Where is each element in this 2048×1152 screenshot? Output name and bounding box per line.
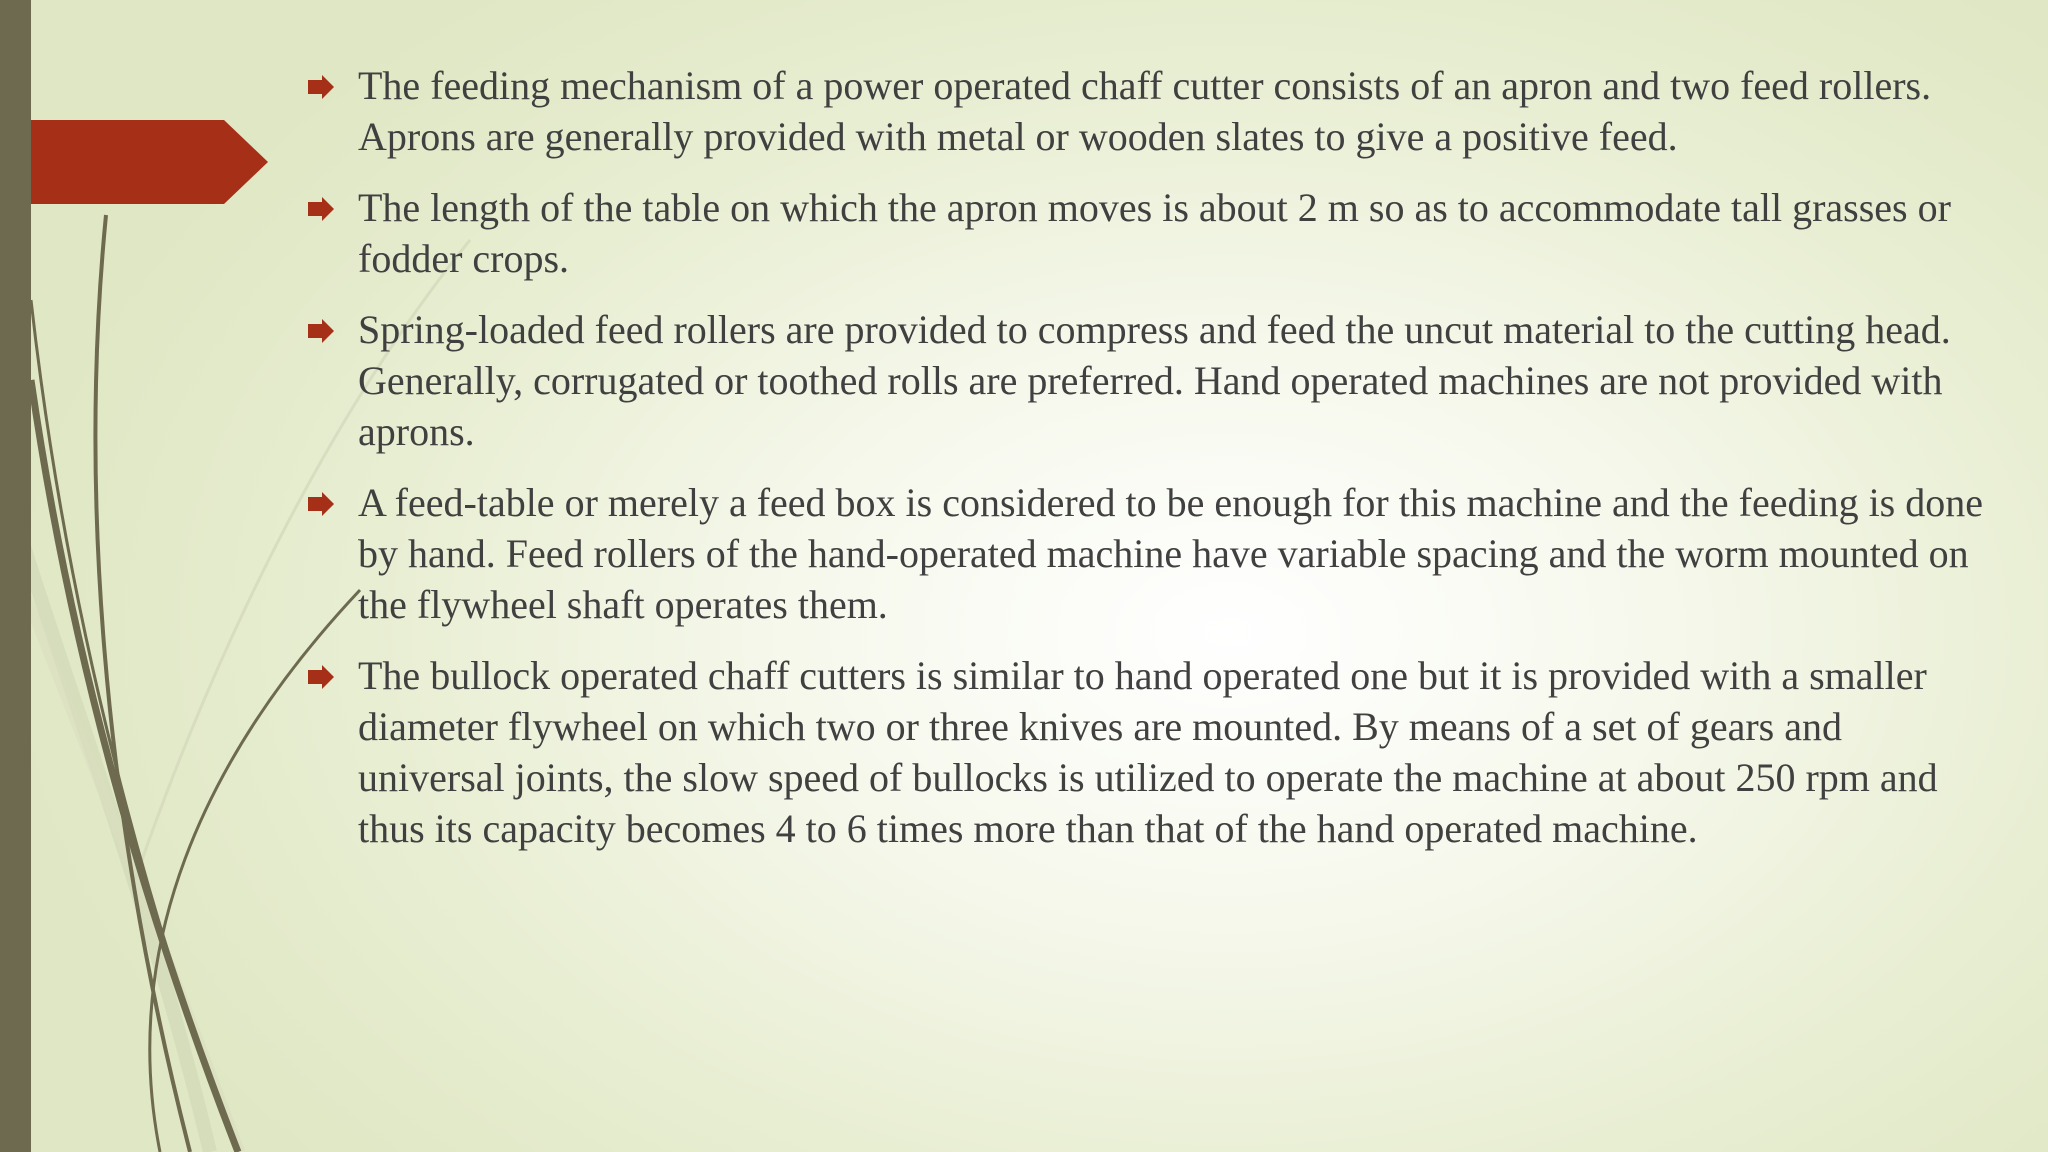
bullet-text: The bullock operated chaff cutters is similar to hand operated one but it is provided with a smaller diameter flywheel on which two or three knives are mounted. By means of a set of gears and universal joints, the slow speed of bullocks is utilized to operate the machine at about 250 rpm and thus its capacity becomes 4 to 6 times more than that of the hand operated machine. [358,653,1938,851]
list-item [306,60,1986,162]
arrow-bullet-icon [306,664,336,690]
arrow-bullet-icon [306,196,336,222]
decor-curve-dark-2 [31,380,238,1152]
list-item [306,477,1986,630]
list-item [306,304,1986,457]
arrow-bullet-icon [306,491,336,517]
bullet-text: The feeding mechanism of a power operated chaff cutter consists of an apron and two feed rollers. Aprons are generally provided with metal or wooden slates to give a positive feed. [358,63,1932,159]
bullet-text: The length of the table on which the apron moves is about 2 m so as to accommodate tall grasses or fodder crops. [358,185,1951,281]
bullet-list [306,60,1986,874]
bullet-text: Spring-loaded feed rollers are provided to compress and feed the uncut material to the cutting head. Generally, corrugated or toothed rolls are preferred. Hand operated machines are not provided with aprons. [358,307,1951,454]
accent-arrow-tab [0,120,268,204]
left-vertical-bar [0,0,31,1152]
list-item [306,182,1986,284]
arrow-bullet-icon [306,74,336,100]
list-item [306,650,1986,854]
bullet-text: A feed-table or merely a feed box is considered to be enough for this machine and the feeding is done by hand. Feed rollers of the hand-operated machine have variable spacing and the worm mounted on the flywheel shaft operates them. [358,480,1983,627]
arrow-bullet-icon [306,318,336,344]
